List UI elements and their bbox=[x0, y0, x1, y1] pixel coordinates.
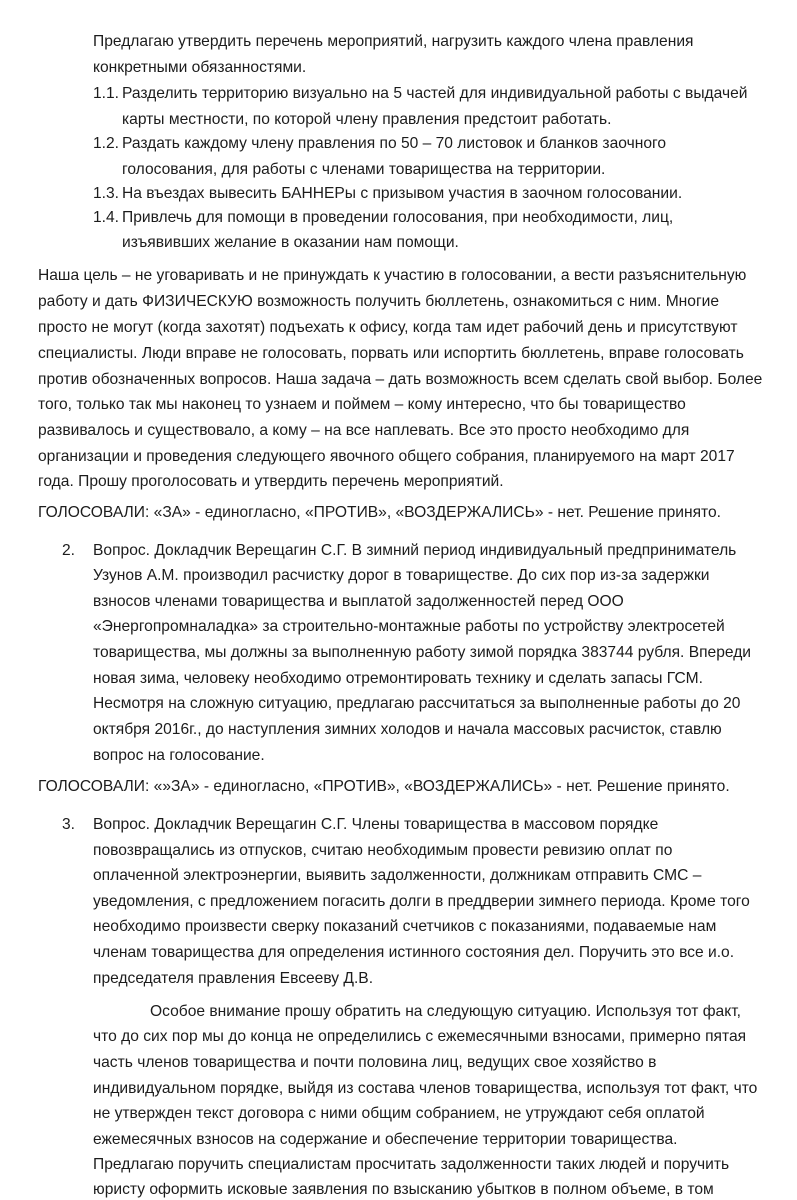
intro-line: конкретными обязанностями. bbox=[93, 59, 307, 76]
vote-result: ГОЛОСОВАЛИ: «ЗА» - единогласно, «ПРОТИВ», «ВОЗДЕРЖАЛИСЬ» - нет. Решение принято. bbox=[38, 504, 722, 521]
paragraph-line: того, только так мы наконец то узнаем и поймем – кому интересно, что бы товарищество bbox=[38, 396, 686, 413]
paragraph-line: Наша цель – не уговаривать и не принуждать к участию в голосовании, а вести разъяснительную bbox=[38, 267, 747, 284]
vote-result: ГОЛОСОВАЛИ: «»ЗА» - единогласно, «ПРОТИВ», «ВОЗДЕРЖАЛИСЬ» - нет. Решение принято. bbox=[38, 778, 730, 795]
question-line: Несмотря на сложную ситуацию, предлагаю рассчитаться за выполненные работы до 20 bbox=[93, 695, 741, 712]
question-line: председателя правления Евсееву Д.В. bbox=[93, 970, 374, 987]
paragraph-line: развивалось и существовало, а кому – на все наплевать. Все это просто необходимо для bbox=[38, 422, 690, 439]
item-text: Раздать каждому члену правления по 50 – 70 листовок и бланков заочного bbox=[122, 135, 667, 152]
paragraph-line: работу и дать ФИЗИЧЕСКУЮ возможность получить бюллетень, ознакомиться с ним. Многие bbox=[38, 293, 720, 310]
question-line: необходимо произвести сверку показаний счетчиков с показаниями, подаваемые нам bbox=[93, 918, 717, 935]
item-text: Разделить территорию визуально на 5 частей для индивидуальной работы с выдачей bbox=[122, 85, 748, 102]
item-number: 1.3. bbox=[93, 185, 120, 202]
item-number: 1.1. bbox=[93, 85, 120, 102]
question-line: оплаченной электроэнергии, выявить задолженности, должникам отправить СМС – bbox=[93, 867, 702, 884]
question-line: взносов членами товарищества и выплатой задолженностей перед ООО bbox=[93, 593, 624, 610]
question-line: ежемесячных взносов на содержание и обеспечение территории товарищества. bbox=[93, 1131, 678, 1148]
question-line: повозвращались из отпусков, считаю необходимым провести ревизию оплат по bbox=[93, 842, 673, 859]
question-number: 3. bbox=[62, 816, 76, 833]
question-line: новая зима, человеку необходимо отремонтировать технику и сделать запасы ГСМ. bbox=[93, 670, 703, 687]
item-text: На въездах вывесить БАННЕРы с призывом участия в заочном голосовании. bbox=[122, 185, 683, 202]
question-number: 2. bbox=[62, 542, 76, 559]
intro-line: Предлагаю утвердить перечень мероприятий, нагрузить каждого члена правления bbox=[93, 33, 694, 50]
question-line: юристу оформить исковые заявления по взысканию убытков в полном объеме, в том bbox=[93, 1181, 714, 1198]
question-line: октября 2016г., до наступления зимних холодов и начала массовых расчисток, ставлю bbox=[93, 721, 722, 738]
paragraph-line: организации и проведения следующего явочного общего собрания, планируемого на март 2017 bbox=[38, 448, 735, 465]
paragraph-line: года. Прошу проголосовать и утвердить перечень мероприятий. bbox=[38, 473, 504, 490]
question-line: «Энергопромналадка» за строительно-монтажные работы по устройству электросетей bbox=[93, 618, 725, 635]
question-line: уведомления, с предложением погасить долги в преддверии зимнего периода. Кроме того bbox=[93, 893, 750, 910]
item-number: 1.4. bbox=[93, 209, 120, 226]
item-text: голосования, для работы с членами товарищества на территории. bbox=[122, 161, 606, 178]
question-line: вопрос на голосование. bbox=[93, 747, 265, 764]
question-line: Особое внимание прошу обратить на следующую ситуацию. Используя тот факт, bbox=[150, 1003, 741, 1020]
question-line: товарищества, мы должны за выполненную работу зимой порядка 383744 рубля. Впереди bbox=[93, 644, 752, 661]
question-line: индивидуальном порядке, выйдя из состава членов товарищества, используя тот факт, что bbox=[93, 1080, 758, 1097]
question-line: не утвержден текст договора с ними общим собранием, не утруждают себя оплатой bbox=[93, 1105, 705, 1122]
question-line: Предлагаю поручить специалистам просчитать задолженности таких людей и поручить bbox=[93, 1156, 730, 1173]
item-text: изъявивших желание в оказании нам помощи. bbox=[122, 234, 459, 251]
question-line: Узунов А.М. производил расчистку дорог в товариществе. До сих пор из-за задержки bbox=[93, 567, 710, 584]
paragraph-line: против обозначенных вопросов. Наша задача – дать возможность всем сделать свой выбор. Более bbox=[38, 371, 763, 388]
item-text: карты местности, по которой члену правления предстоит работать. bbox=[122, 111, 612, 128]
paragraph-line: просто не могут (когда захотят) подъехать к офису, когда там идет рабочий день и присутствуют bbox=[38, 319, 738, 336]
question-line: часть членов товарищества и почти половина лиц, ведущих свое хозяйство в bbox=[93, 1054, 657, 1071]
item-text: Привлечь для помощи в проведении голосования, при необходимости, лиц, bbox=[122, 209, 674, 226]
question-line: членам товарищества для определения истинного состояния дел. Поручить это все и.о. bbox=[93, 944, 735, 961]
paragraph-line: специалисты. Люди вправе не голосовать, порвать или испортить бюллетень, вправе голосовать bbox=[38, 345, 744, 362]
question-line: Вопрос. Докладчик Верещагин С.Г. Члены товарищества в массовом порядке bbox=[93, 816, 659, 833]
question-line: Вопрос. Докладчик Верещагин С.Г. В зимний период индивидуальный предприниматель bbox=[93, 542, 737, 559]
question-line: что до сих пор мы до конца не определились с ежемесячными взносами, примерно пятая bbox=[93, 1028, 747, 1045]
item-number: 1.2. bbox=[93, 135, 120, 152]
